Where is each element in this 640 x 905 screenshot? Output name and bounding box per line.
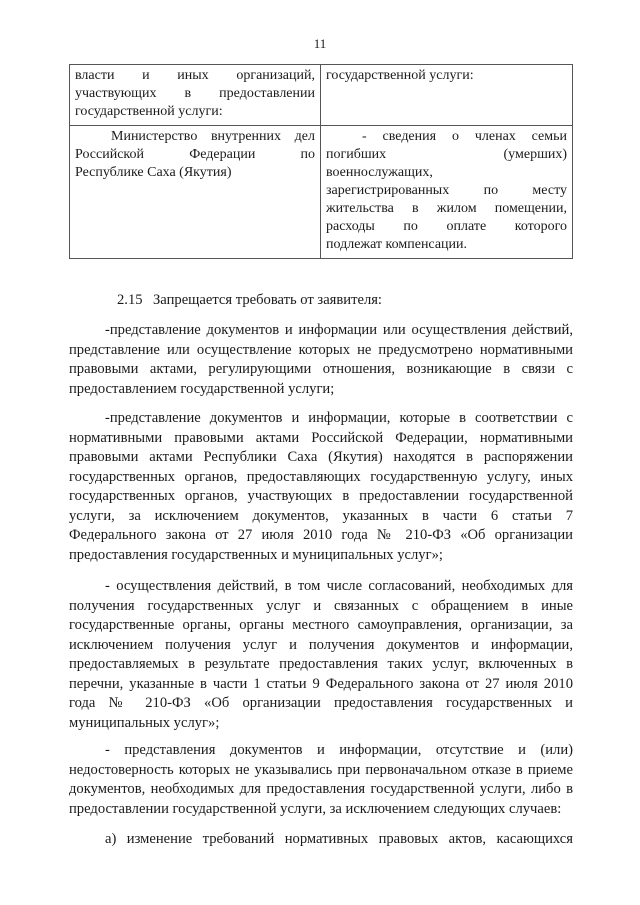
paragraph-text: -представление документов и информации, которые в соответствии с нормативными правовыми актами Российской Федерации, нормативными правовыми актами Республики Саха (Якутия) находятся в распоряжении государственных органов, предоставляющих государственную услугу, иных государственных органов, участвующих в предоставлении государственной услуги, за исключением документов, указанных в части 6 статьи 7 Федерального закона от 27 июля 2010 года № 210-ФЗ «Об организации предоставления государственных и муниципальных услуг»;: [69, 410, 573, 563]
cell-line: военнослужащих,: [326, 165, 433, 180]
table-cell-ministry: [70, 126, 321, 259]
paragraph-5: [69, 830, 573, 850]
paragraph-text: -представление документов и информации или осуществления действий, представление или осуществление которых не предусмотрено нормативными правовыми актами, регулирующими отношения, возникающие в связи с предоставлением государственной услуги;: [69, 322, 573, 397]
section-number: 2.15: [117, 292, 143, 308]
paragraph-text: - осуществления действий, в том числе согласований, необходимых для получения государственных услуг и связанных с обращением в иные государственные органы, органы местного самоуправления, организации, за исключением получения услуг и получения документов и информации, предоставляемых в результате предоставления таких услуг, включенных в перечни, указанные в части 1 статьи 9 Федерального закона от 27 июля 2010 года № 210-ФЗ «Об организации предоставления государственных и муниципальных услуг»;: [69, 578, 573, 731]
cell-line: Российской Федерации по: [75, 147, 315, 162]
cell-line: погибших (умерших): [326, 147, 567, 162]
cell-line: - сведения о членах семьи: [362, 129, 567, 144]
table-row: [70, 126, 573, 259]
table-row: [70, 65, 573, 126]
paragraph-3: [69, 577, 573, 733]
agency-info-table: [69, 64, 573, 259]
cell-line: государственной услуги:: [75, 104, 223, 119]
section-heading: [69, 291, 573, 311]
table-cell-authority: [70, 65, 321, 126]
cell-line: Республике Саха (Якутия): [75, 165, 232, 180]
paragraph-text: - представления документов и информации, отсутствие и (или) недостоверность которых не указывались при первоначальном отказе в приеме документов, необходимых для предоставления государственной услуги, либо в предоставлении государственной услуги, за исключением следующих случаев:: [69, 742, 573, 817]
paragraph-text: а) изменение требований нормативных правовых актов, касающихся: [105, 831, 573, 847]
cell-line: власти и иных организаций,: [75, 68, 315, 83]
page-number: 11: [313, 36, 327, 51]
paragraph-2: [69, 409, 573, 565]
section-title: [69, 291, 573, 311]
paragraph-4: [69, 741, 573, 819]
cell-line: участвующих в предоставлении: [75, 86, 315, 101]
cell-line: подлежат компенсации.: [326, 237, 468, 252]
cell-line: государственной услуги:: [326, 68, 474, 83]
paragraph-1: [69, 321, 573, 399]
cell-line: расходы по оплате которого: [326, 219, 567, 234]
section-heading-text: Запрещается требовать от заявителя:: [153, 292, 382, 308]
table-cell-service: [321, 65, 573, 126]
cell-line: зарегистрированных по месту: [326, 183, 567, 198]
cell-line: жительства в жилом помещении,: [326, 201, 567, 216]
cell-line: Министерство внутренних дел: [111, 129, 315, 144]
table-cell-information: [321, 126, 573, 259]
